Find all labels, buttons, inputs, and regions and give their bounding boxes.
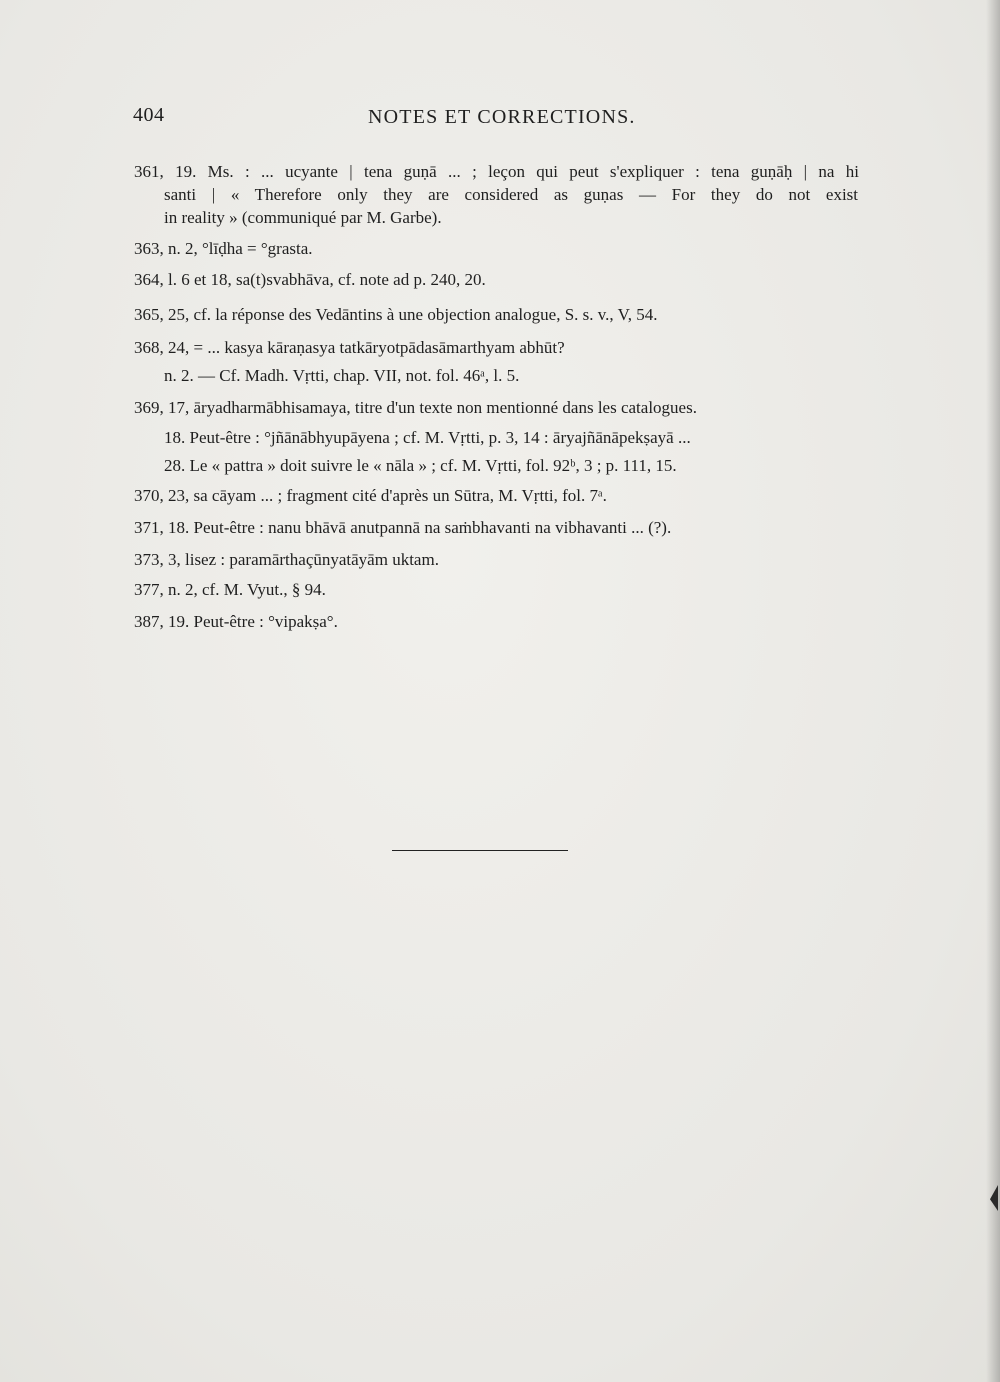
closing-rule (392, 850, 568, 851)
note-line: 368, 24, = ... kasya kāraṇasya tatkāryotpādasāmarthyam abhūt? (134, 338, 565, 357)
note-line: 377, n. 2, cf. M. Vyut., § 94. (134, 580, 326, 599)
note-line: 371, 18. Peut-être : nanu bhāvā anutpannā na saṁbhavanti na vibhavanti ... (?). (134, 518, 672, 537)
note-line: 364, l. 6 et 18, sa(t)svabhāva, cf. note ad p. 240, 20. (134, 270, 486, 289)
note-line: 370, 23, sa cāyam ... ; fragment cité d'après un Sūtra, M. Vṛtti, fol. 7ᵃ. (134, 486, 607, 505)
note-line: 369, 17, āryadharmābhisamaya, titre d'un texte non mentionné dans les catalogues. (134, 398, 697, 417)
note-line: 361, 19. Ms. : ... ucyante | tena guṇā ... ; leçon qui peut s'expliquer : tena guṇāḥ | na hi (134, 162, 859, 181)
note-line: 387, 19. Peut-être : °vipakṣa°. (134, 612, 338, 631)
note-line: 18. Peut-être : °jñānābhyupāyena ; cf. M. Vṛtti, p. 3, 14 : āryajñānāpekṣayā ... (164, 428, 691, 447)
note-line: santi | « Therefore only they are considered as guṇas — For they do not exist (164, 185, 858, 204)
note-line: n. 2. — Cf. Madh. Vṛtti, chap. VII, not. fol. 46ᵃ, l. 5. (164, 366, 520, 385)
note-line: 365, 25, cf. la réponse des Vedāntins à une objection analogue, S. s. v., V, 54. (134, 305, 658, 324)
page-edge-shadow (986, 0, 1000, 1382)
note-line: in reality » (communiqué par M. Garbe). (164, 208, 442, 227)
running-head: NOTES ET CORRECTIONS. (368, 106, 636, 128)
page-number: 404 (133, 104, 165, 126)
note-line: 28. Le « pattra » doit suivre le « nāla » ; cf. M. Vṛtti, fol. 92ᵇ, 3 ; p. 111, 15. (164, 456, 677, 475)
note-line: 373, 3, lisez : paramārthaçūnyatāyām uktam. (134, 550, 439, 569)
note-line: 363, n. 2, °līḍha = °grasta. (134, 239, 313, 258)
